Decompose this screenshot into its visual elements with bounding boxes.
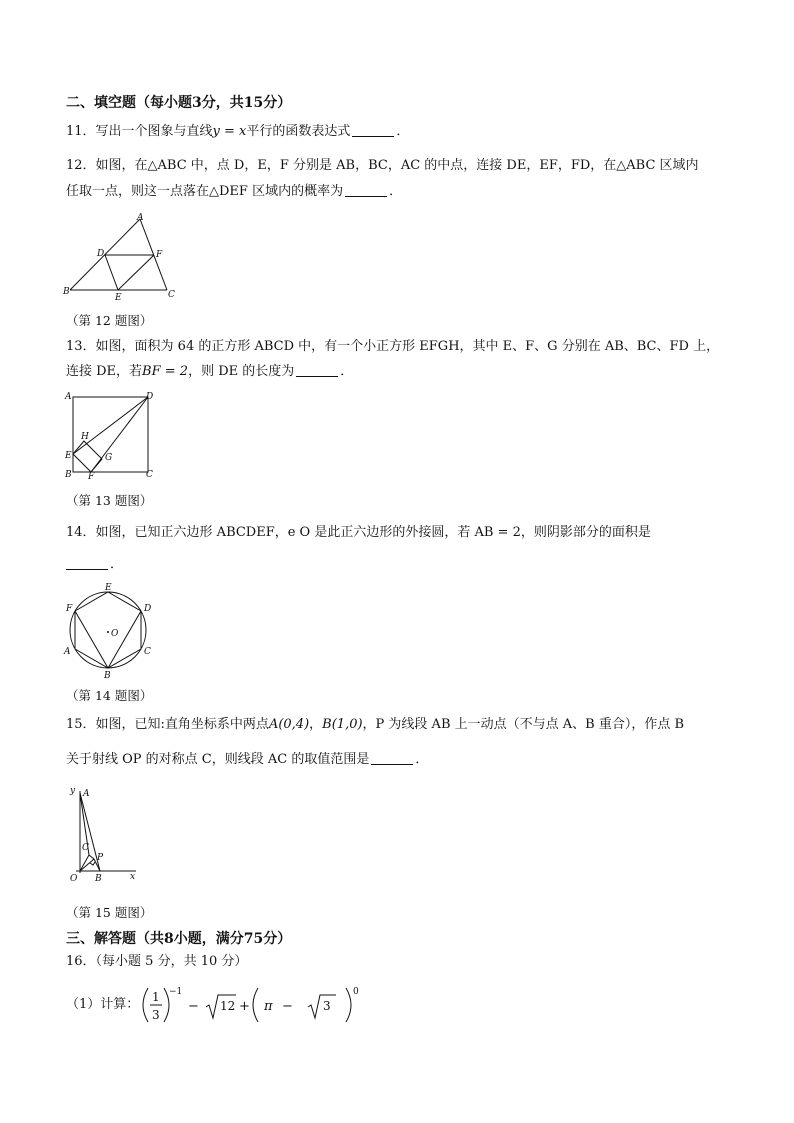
right-paren-2 <box>346 988 351 1022</box>
label-e: E <box>115 293 122 303</box>
center-point-o <box>107 631 109 633</box>
radical-sign-3 <box>308 995 336 1018</box>
section-2-title: 二、填空题（每小题3分，共15分） <box>66 95 292 111</box>
q13-answer-blank[interactable] <box>296 364 338 377</box>
label-d: D <box>97 249 105 259</box>
left-paren-2 <box>253 988 258 1022</box>
circumcircle-o <box>70 592 146 668</box>
label-b: B <box>95 874 102 884</box>
figure-14-hexagon <box>58 580 160 680</box>
label-e: E <box>65 451 72 461</box>
q15-line2-text: 关于射线 OP 的对称点 C，则线段 AC 的取值范围是 <box>66 752 370 767</box>
label-c: C <box>144 647 151 657</box>
label-c: C <box>82 843 89 853</box>
q11-text-a: 11．写出一个图象与直线 <box>66 124 213 139</box>
label-o: O <box>70 874 78 884</box>
segment-fd <box>91 397 148 472</box>
fraction-denominator: 3 <box>152 1008 160 1022</box>
segment-db <box>108 611 141 668</box>
caption-figure-15: （第 15 题图） <box>66 905 153 920</box>
pi-symbol: π <box>264 999 273 1014</box>
label-g: G <box>105 453 113 463</box>
q15-answer-blank[interactable] <box>371 752 413 765</box>
section-3-title: 三、解答题（共8小题，满分75分） <box>66 931 292 947</box>
left-paren <box>143 988 148 1022</box>
label-f: F <box>156 250 163 260</box>
label-f: F <box>88 472 95 481</box>
q13-line2-text-b: ，则 DE 的长度为 <box>188 364 295 379</box>
label-f: F <box>66 604 73 614</box>
exponent-minus-one: −1 <box>169 987 183 997</box>
q11-end: ． <box>396 124 410 139</box>
question-12-line-2 <box>66 183 402 201</box>
q16-part1-label: （1）计算： <box>66 997 140 1012</box>
label-d: D <box>146 392 154 402</box>
q12-answer-blank[interactable] <box>345 184 387 197</box>
square-efgh <box>73 441 102 472</box>
q12-end: ． <box>389 184 403 199</box>
figure-15-coordinate <box>62 783 146 889</box>
radicand-3: 3 <box>323 999 331 1013</box>
q12-line2-text: 任取一点，则这一点落在△DEF 区域内的概率为 <box>66 184 344 199</box>
q16-expression <box>136 985 376 1025</box>
q15-text-a: 15．如图，已知:直角坐标系中两点 <box>66 717 269 732</box>
q13-line2-text-a: 连接 DE，若 <box>66 364 143 379</box>
figure-13-squares <box>62 389 162 481</box>
axis-label-y: y <box>70 786 76 796</box>
label-e: E <box>105 583 112 593</box>
label-b: B <box>104 671 111 680</box>
q11-answer-blank[interactable] <box>352 124 394 137</box>
label-a: A <box>83 789 90 799</box>
radicand-12: 12 <box>220 999 236 1013</box>
caption-figure-12: （第 12 题图） <box>66 313 153 328</box>
q15-text-b: ，P 为线段 AB 上一动点（不与点 A、B 重合），作点 B <box>362 717 685 732</box>
segment-op <box>80 859 94 871</box>
q14-end: ． <box>110 557 124 572</box>
question-14-line-2 <box>66 556 123 574</box>
q13-equation: BF = 2 <box>142 364 189 379</box>
label-a: A <box>65 392 72 402</box>
caption-figure-14: （第 14 题图） <box>66 688 153 703</box>
question-12-line-1: 12．如图，在△ABC 中，点 D，E，F 分别是 AB，BC，AC 的中点，连接 DE，EF，FD，在△ABC 区域内 <box>66 158 699 173</box>
label-a: A <box>64 647 71 657</box>
axis-label-x: x <box>130 872 136 882</box>
question-11 <box>66 123 409 141</box>
fraction-numerator: 1 <box>152 990 160 1004</box>
q11-equation: y = x <box>212 124 247 139</box>
segment-fb <box>75 611 108 668</box>
label-o: O <box>111 629 119 639</box>
label-b: B <box>63 287 70 297</box>
segment-de <box>73 397 148 454</box>
minus-sign-2: − <box>282 999 293 1014</box>
label-c: C <box>168 290 175 300</box>
plus-sign: + <box>239 999 250 1014</box>
question-16-intro: 16．（每小题 5 分，共 10 分） <box>66 954 248 969</box>
q15-sep: ， <box>309 717 323 732</box>
right-angle-mark <box>90 862 95 865</box>
label-b: B <box>65 470 72 480</box>
edge-de <box>105 255 118 290</box>
q11-text-b: 平行的函数表达式 <box>246 124 351 139</box>
figure-12-triangle <box>62 210 184 306</box>
label-a: A <box>137 213 144 223</box>
question-15-line-2 <box>66 751 428 769</box>
segment-oc <box>80 855 89 871</box>
label-h: H <box>81 432 89 442</box>
question-14-line-1: 14．如图，已知正六边形 ABCDEF，e O 是此正六边形的外接圆，若 AB = 2，则阴影部分的面积是 <box>66 525 651 540</box>
caption-figure-13: （第 13 题图） <box>66 493 153 508</box>
label-p: P <box>97 853 104 863</box>
question-16-part-1 <box>66 985 366 1025</box>
q15-end: ． <box>415 752 429 767</box>
question-13-line-1: 13．如图，面积为 64 的正方形 ABCD 中，有一个小正方形 EFGH，其中 E、F、G 分别在 AB、BC、FD 上， <box>66 339 720 354</box>
segment-cp <box>89 855 94 859</box>
q14-answer-blank[interactable] <box>66 557 108 570</box>
question-13-line-2 <box>66 363 353 381</box>
label-c: C <box>146 470 153 480</box>
q15-point-a: A(0,4) <box>268 717 310 732</box>
minus-sign: − <box>188 999 199 1014</box>
edge-ef <box>118 255 154 290</box>
label-d: D <box>144 604 152 614</box>
question-15-line-1 <box>66 716 684 734</box>
exponent-zero: 0 <box>353 987 359 997</box>
q15-point-b: B(1,0) <box>322 717 363 732</box>
hexagon-abcdef <box>75 592 141 668</box>
q13-end: ． <box>340 364 354 379</box>
